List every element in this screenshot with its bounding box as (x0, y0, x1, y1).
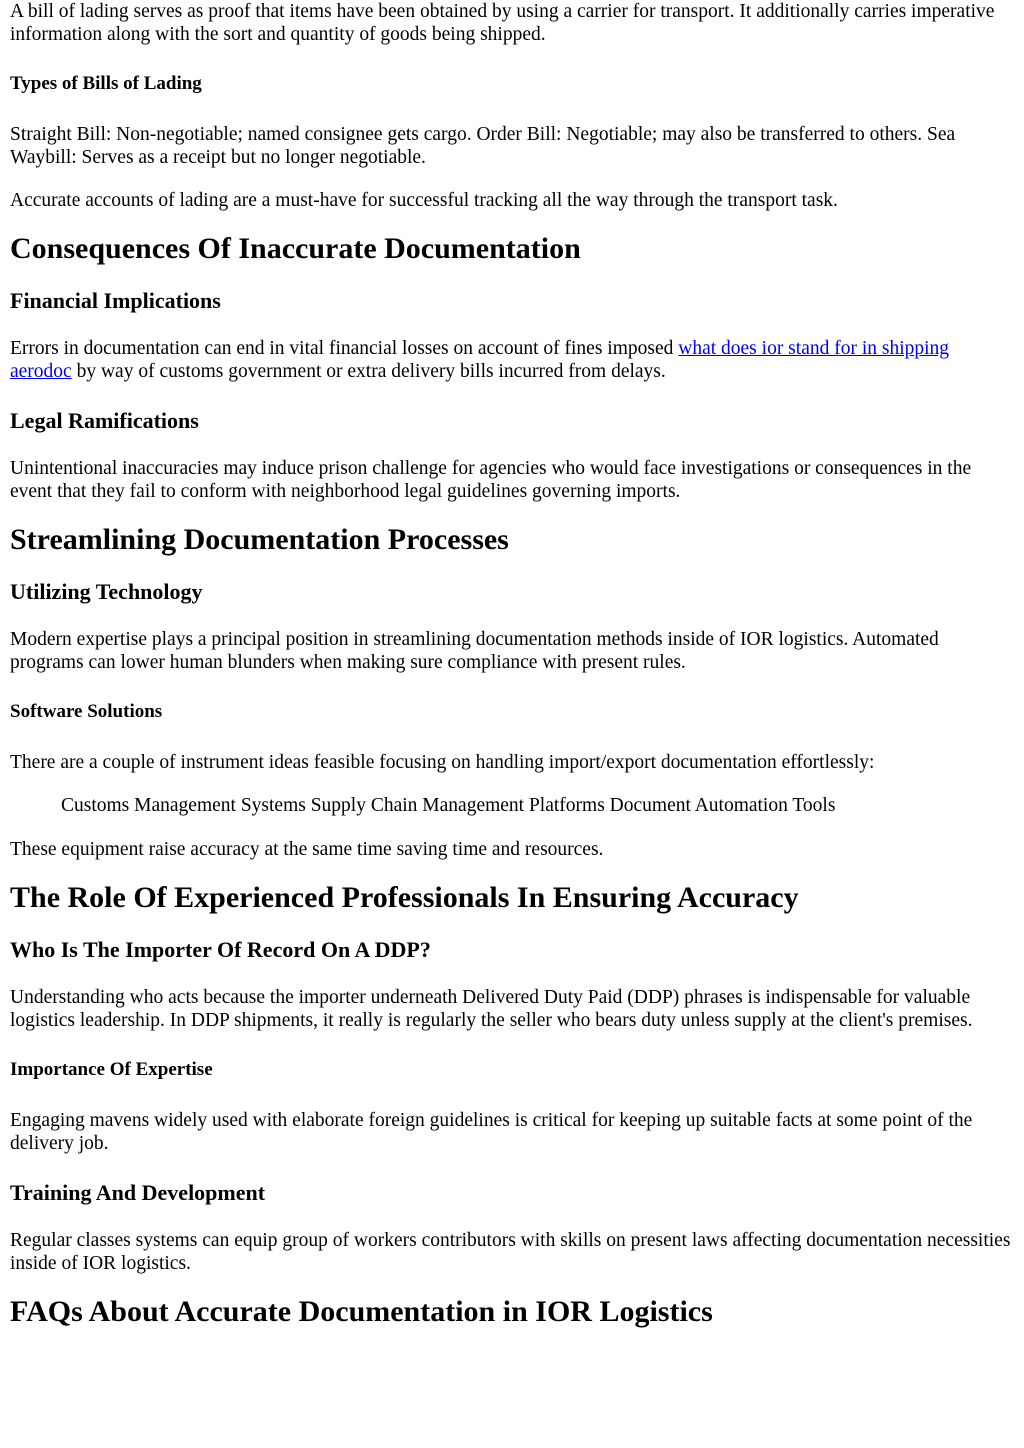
technology-paragraph: Modern expertise plays a principal position in streamlining documentation methods inside of IOR logistics. Automated programs can lower human blunders when making sure compliance with present rules. (10, 629, 939, 673)
faqs-heading: FAQs About Accurate Documentation in IOR Logistics (10, 1295, 713, 1328)
software-paragraph: There are a couple of instrument ideas feasible focusing on handling import/export documentation effortlessly: (10, 752, 875, 773)
accuracy-paragraph: Accurate accounts of lading are a must-have for successful tracking all the way through the transport task. (10, 190, 838, 211)
technology-heading: Utilizing Technology (10, 579, 203, 604)
financial-text-before: Errors in documentation can end in vital financial losses on account of fines imposed (10, 338, 679, 359)
software-list: Customs Management Systems Supply Chain Management Platforms Document Automation Tools (61, 795, 836, 816)
types-paragraph: Straight Bill: Non-negotiable; named consignee gets cargo. Order Bill: Negotiable; may also be transferred to others. Sea Waybill: Serves as a receipt but no longer negotiable. (10, 124, 956, 168)
legal-paragraph: Unintentional inaccuracies may induce prison challenge for agencies who would face investigations or consequences in the event that they fail to conform with neighborhood legal guidelines governing imports. (10, 458, 972, 502)
expertise-paragraph: Engaging mavens widely used with elaborate foreign guidelines is critical for keeping up suitable facts at some point of the delivery job. (10, 1110, 973, 1154)
ddp-paragraph: Understanding who acts because the importer underneath Delivered Duty Paid (DDP) phrases is indispensable for valuable logistics leadership. In DDP shipments, it really is regularly the seller who bears duty unless supply at the client's premises. (10, 987, 973, 1031)
financial-heading: Financial Implications (10, 288, 221, 313)
equipment-paragraph: These equipment raise accuracy at the same time saving time and resources. (10, 839, 604, 860)
professionals-heading: The Role Of Experienced Professionals In Ensuring Accuracy (10, 881, 799, 914)
expertise-heading: Importance Of Expertise (10, 1059, 213, 1080)
streamlining-heading: Streamlining Documentation Processes (10, 523, 509, 556)
types-heading: Types of Bills of Lading (10, 73, 202, 94)
training-heading: Training And Development (10, 1180, 266, 1205)
financial-text-after: by way of customs government or extra delivery bills incurred from delays. (71, 361, 666, 382)
legal-heading: Legal Ramifications (10, 408, 199, 433)
consequences-heading: Consequences Of Inaccurate Documentation (10, 232, 581, 265)
intro-paragraph: A bill of lading serves as proof that items have been obtained by using a carrier for transport. It additionally carries imperative information along with the sort and quantity of goods being shipped. (10, 1, 995, 45)
shipping-aerodoc-link[interactable]: what does ior stand for in shipping aerodoc (10, 338, 950, 382)
software-heading: Software Solutions (10, 701, 163, 722)
training-paragraph: Regular classes systems can equip group of workers contributors with skills on present laws affecting documentation necessities inside of IOR logistics. (10, 1230, 1011, 1274)
financial-paragraph (10, 337, 1014, 383)
ddp-heading: Who Is The Importer Of Record On A DDP? (10, 937, 431, 962)
